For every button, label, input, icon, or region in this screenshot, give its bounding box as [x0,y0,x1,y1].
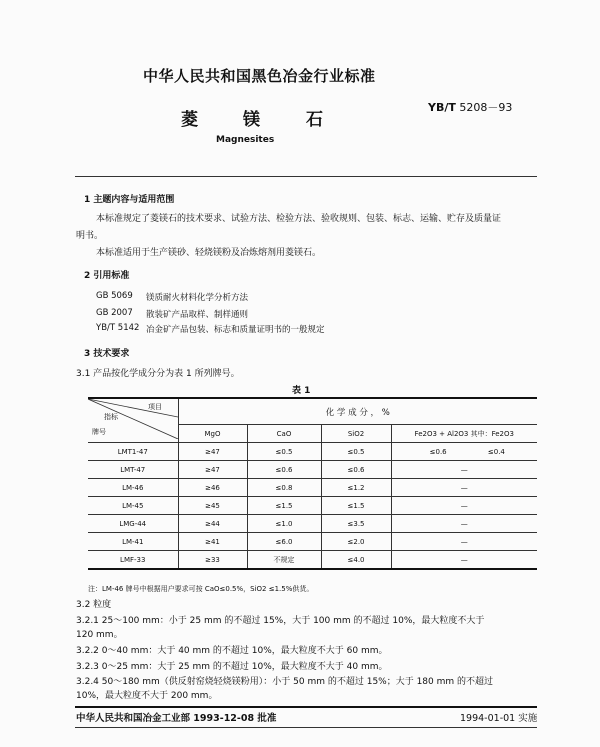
reference-code: GB 2007 [96,308,133,318]
title-char-3: 石 [306,110,323,130]
reference-code: GB 5069 [96,291,133,301]
grade-cell: LM-41 [88,533,178,551]
table-row [88,497,537,515]
cao-cell: ≤1.5 [247,497,321,515]
table-row [88,515,537,533]
section1-para2: 本标准适用于生产镁砂、轻烧镁粉及冶炼熔剂用菱镁石。 [96,248,322,258]
footer-divider [75,706,537,708]
mgo-cell: ≥47 [178,461,247,479]
header-divider [75,176,537,177]
section1-heading: 1 主题内容与适用范围 [84,195,175,205]
sio2-cell: ≤3.5 [321,515,391,533]
table-row [88,551,537,570]
fe-al-cell: — [391,479,537,497]
approval-line: 中华人民共和国冶金工业部 1993-12-08 批准 [76,713,277,724]
effective-date: 1994-01-01 实施 [460,713,538,724]
grade-cell: LMT-47 [88,461,178,479]
table-title: 表 1 [292,386,311,396]
sio2-cell: ≤0.6 [321,461,391,479]
footer-bottom-rule [75,727,537,728]
reference-item [96,291,249,303]
section-3-2-heading: 3.2 粒度 [76,600,112,610]
english-subtitle: Magnesites [216,135,275,145]
column-header: MgO [178,425,247,443]
reference-code: YB/T 5142 [96,323,140,333]
mgo-cell: ≥44 [178,515,247,533]
clause-3-2-4-cont: 10%，最大粒度不大于 200 mm。 [76,691,218,701]
table-row [88,461,537,479]
fe-al-cell: — [391,551,537,570]
fe-al-cell: — [391,461,537,479]
clause-3-2-1-cont: 120 mm。 [76,630,123,640]
cao-cell: ≤6.0 [247,533,321,551]
mgo-cell: ≥47 [178,443,247,461]
fe-al-cell: — [391,533,537,551]
mgo-cell: ≥41 [178,533,247,551]
section1-para1: 本标准规定了菱镁石的技术要求、试验方法、检验方法、验收规则、包装、标志、运输、贮存及质量证 [96,214,502,224]
diag-label-item: 项目 [148,403,162,411]
cao-cell: 不规定 [247,551,321,570]
grade-cell: LM-46 [88,479,178,497]
sio2-cell: ≤4.0 [321,551,391,570]
mgo-cell: ≥46 [178,479,247,497]
reference-title: 散装矿产品取样、制样通则 [146,310,249,320]
table-row [88,479,537,497]
standard-prefix: YB/T [428,101,456,114]
fe2o3-value: ≤0.4 [487,447,505,456]
chemical-composition-table [88,397,537,570]
fe-al-cell [391,443,537,461]
cao-cell: ≤0.6 [247,461,321,479]
reference-item [96,323,325,335]
table-note: 注：LM-46 牌号中根据用户要求可按 CaO≤0.5%，SiO2 ≤1.5%供货。 [88,585,314,593]
section1-para1-cont: 明书。 [76,231,104,241]
diag-label-grade: 牌号 [92,428,106,436]
grade-cell: LMG-44 [88,515,178,533]
standard-number [428,99,512,115]
grade-cell: LMF-33 [88,551,178,570]
cao-cell: ≤1.0 [247,515,321,533]
sio2-cell: ≤2.0 [321,533,391,551]
standard-code: 5208－93 [459,101,513,114]
reference-item [96,308,249,320]
group-header: 化 学 成 分 ， % [178,398,537,425]
column-header: Fe2O3 + Al2O3 其中：Fe2O3 [391,425,537,443]
fe-al-total: ≤0.6 [429,447,447,456]
header-org: 中华人民共和国黑色冶金行业标准 [143,67,376,85]
table-row [88,443,537,461]
sio2-cell: ≤1.2 [321,479,391,497]
title-char-1: 菱 [181,110,198,130]
column-header: SiO2 [321,425,391,443]
clause-3-2-2: 3.2.2 0～40 mm：大于 40 mm 的不超过 10%，最大粒度不大于 60 mm。 [76,646,388,656]
title-char-2: 镁 [243,110,260,130]
clause-3-1: 3.1 产品按化学成分分为表 1 所列牌号。 [76,369,240,379]
mgo-cell: ≥33 [178,551,247,570]
cao-cell: ≤0.5 [247,443,321,461]
sio2-cell: ≤0.5 [321,443,391,461]
section3-heading: 3 技术要求 [84,349,130,359]
fe-al-cell: — [391,497,537,515]
reference-title: 冶金矿产品包装、标志和质量证明书的一般规定 [146,325,325,335]
grade-cell: LM-45 [88,497,178,515]
sio2-cell: ≤1.5 [321,497,391,515]
grade-cell: LMT1-47 [88,443,178,461]
section2-heading: 2 引用标准 [84,271,130,281]
reference-title: 镁质耐火材料化学分析方法 [146,293,249,303]
clause-3-2-3: 3.2.3 0～25 mm：大于 25 mm 的不超过 10%，最大粒度不大于 40 mm。 [76,662,388,672]
clause-3-2-4: 3.2.4 50～180 mm（供反射窑烧轻烧镁粉用）：小于 50 mm 的不超过 15%；大于 180 mm 的不超过 [76,677,494,687]
fe-al-cell: — [391,515,537,533]
column-header: CaO [247,425,321,443]
cao-cell: ≤0.8 [247,479,321,497]
diag-label-index: 指标 [104,413,118,421]
table-row [88,533,537,551]
clause-3-2-1: 3.2.1 25～100 mm：小于 25 mm 的不超过 15%，大于 100 mm 的不超过 10%，最大粒度不大于 [76,616,485,626]
mgo-cell: ≥45 [178,497,247,515]
table-diagonal-header [88,398,178,443]
